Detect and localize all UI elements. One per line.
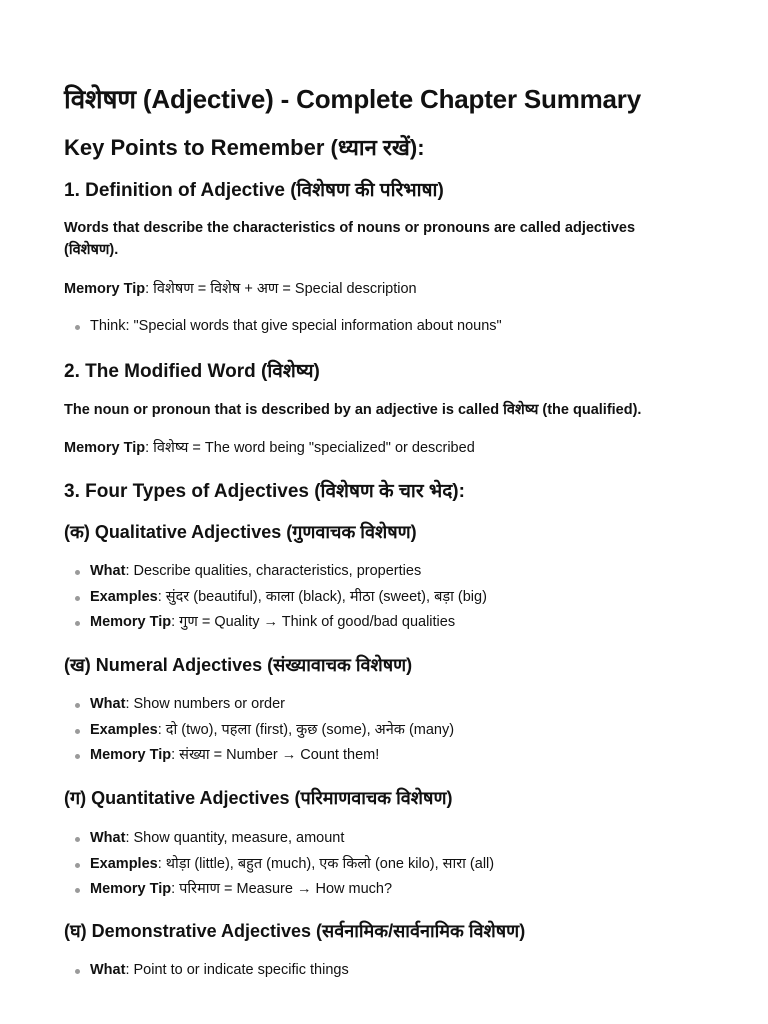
item-text: : सुंदर (beautiful), काला (black), मीठा (sweet), बड़ा (big) [157, 588, 487, 605]
bullet-icon [75, 570, 80, 575]
section-1-definition: Words that describe the characteristics of nouns or pronouns are called adjectives (विशेषण). [64, 220, 636, 258]
item-text: : परिमाण = Measure → How much? [171, 881, 393, 897]
memory-tip-label: Memory Tip [64, 281, 146, 297]
item-label: What [90, 962, 126, 978]
type-qualitative-list [64, 559, 487, 636]
list-item [64, 314, 502, 340]
bullet-icon [75, 621, 80, 626]
item-label: Examples [90, 855, 158, 872]
section-1-memory-tip [64, 278, 674, 300]
list-item [64, 692, 454, 718]
type-quantitative-list [64, 826, 494, 903]
item-label: Examples [90, 721, 158, 738]
list-item [64, 718, 454, 744]
bullet-icon [75, 729, 80, 734]
type-quantitative-heading: (ग) Quantitative Adjectives (परिमाणवाचक विशेषण) [64, 788, 453, 808]
bullet-icon [75, 969, 80, 974]
list-item [64, 559, 487, 585]
item-text: : Point to or indicate specific things [125, 962, 349, 978]
bullet-icon [75, 888, 80, 893]
section-2-heading: 2. The Modified Word (विशेष्य) [64, 361, 320, 382]
item-text: : Show quantity, measure, amount [125, 830, 345, 846]
list-item [64, 958, 349, 984]
list-item [64, 826, 494, 852]
section-1-heading: 1. Definition of Adjective (विशेषण की परिभाषा) [64, 180, 444, 201]
item-label: Examples [90, 588, 158, 605]
list-item-text: Think: "Special words that give special information about nouns" [90, 318, 502, 334]
item-label: Memory Tip [90, 614, 172, 630]
item-label: Memory Tip [90, 747, 172, 763]
section-2-memory-tip [64, 437, 674, 459]
item-text: : Show numbers or order [125, 696, 286, 712]
key-points-heading: Key Points to Remember (ध्यान रखें): [64, 135, 425, 160]
bullet-icon [75, 837, 80, 842]
item-text: : संख्या = Number → Count them! [171, 747, 380, 763]
bullet-icon [75, 596, 80, 601]
type-numeral-heading: (ख) Numeral Adjectives (संख्यावाचक विशेषण) [64, 655, 413, 675]
list-item [64, 610, 487, 636]
page-title: विशेषण (Adjective) - Complete Chapter Summary [64, 84, 641, 114]
bullet-icon [75, 703, 80, 708]
list-item [64, 852, 494, 878]
memory-tip-text: : विशेष्य = The word being "specialized" or described [145, 440, 475, 456]
type-qualitative-heading: (क) Qualitative Adjectives (गुणवाचक विशेषण) [64, 522, 417, 542]
type-demonstrative-heading: (घ) Demonstrative Adjectives (सर्वनामिक/सार्वनामिक विशेषण) [64, 921, 526, 941]
list-item [64, 877, 494, 903]
bullet-icon [75, 754, 80, 759]
section-2-definition: The noun or pronoun that is described by an adjective is called विशेष्य (the qualified). [64, 402, 642, 418]
item-text: : Describe qualities, characteristics, properties [125, 563, 422, 579]
memory-tip-label: Memory Tip [64, 440, 146, 456]
bullet-icon [75, 863, 80, 868]
item-label: What [90, 830, 126, 846]
item-label: What [90, 696, 126, 712]
memory-tip-text: : विशेषण = विशेष + अण = Special description [145, 281, 417, 297]
item-label: Memory Tip [90, 881, 172, 897]
section-3-heading: 3. Four Types of Adjectives (विशेषण के चार भेद): [64, 481, 465, 502]
item-text: : गुण = Quality → Think of good/bad qualities [171, 614, 456, 630]
bullet-icon [75, 325, 80, 330]
type-demonstrative-list [64, 958, 349, 984]
section-1-list [64, 314, 502, 340]
list-item [64, 743, 454, 769]
item-text: : दो (two), पहला (first), कुछ (some), अनेक (many) [157, 721, 455, 738]
type-numeral-list [64, 692, 454, 769]
item-text: : थोड़ा (little), बहुत (much), एक किलो (one kilo), सारा (all) [157, 855, 495, 872]
list-item [64, 585, 487, 611]
item-label: What [90, 563, 126, 579]
